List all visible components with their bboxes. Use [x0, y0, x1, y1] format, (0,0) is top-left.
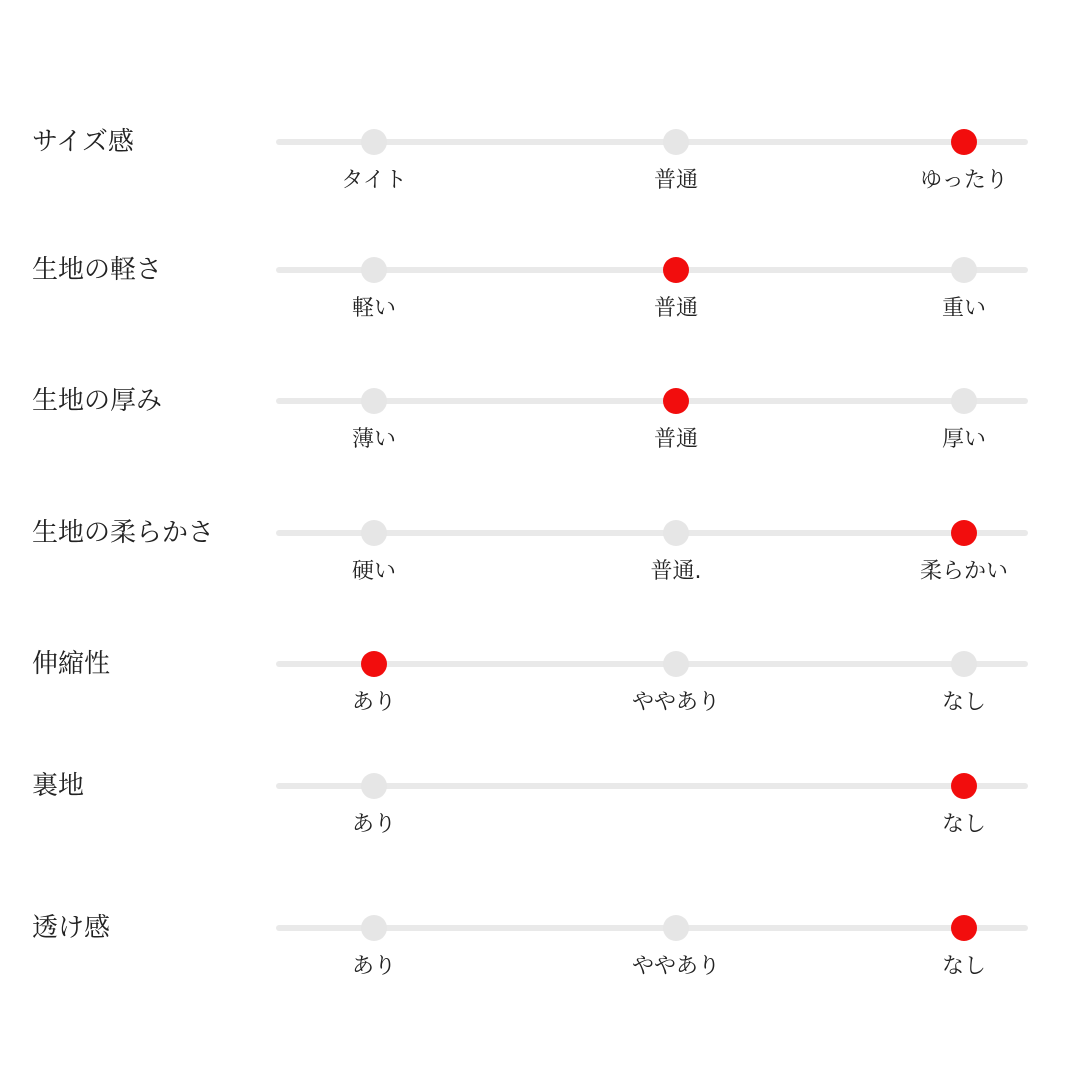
option-dot [663, 915, 689, 941]
attribute-row [0, 518, 1080, 643]
option-label: 厚い [941, 427, 986, 452]
option-label: 薄い [351, 427, 396, 452]
attribute-label: 透け感 [32, 913, 111, 943]
option-label: あり [351, 954, 396, 979]
option-dot [361, 388, 387, 414]
option-label: 普通. [650, 559, 702, 584]
option-dot [951, 651, 977, 677]
attribute-label: 裏地 [32, 771, 85, 801]
option-label: 軽い [351, 296, 396, 321]
option-dot [361, 520, 387, 546]
attribute-label: 生地の軽さ [32, 255, 163, 285]
scale-track [276, 530, 1028, 536]
option-label: 普通 [653, 296, 698, 321]
selected-dot [663, 388, 689, 414]
option-label: なし [941, 812, 986, 837]
selected-dot [951, 129, 977, 155]
option-label: なし [941, 690, 986, 715]
selected-dot [951, 520, 977, 546]
selected-dot [951, 773, 977, 799]
attribute-row [0, 649, 1080, 774]
option-label: あり [351, 812, 396, 837]
option-dot [663, 520, 689, 546]
selected-dot [663, 257, 689, 283]
option-dot [361, 915, 387, 941]
option-dot [663, 651, 689, 677]
scale-track [276, 139, 1028, 145]
attribute-label: サイズ感 [32, 127, 134, 157]
option-label: ややあり [631, 954, 720, 979]
option-dot [361, 257, 387, 283]
scale-track [276, 783, 1028, 789]
attribute-row [0, 255, 1080, 380]
option-label: ゆったり [920, 168, 1008, 193]
option-label: なし [941, 954, 986, 979]
scale-track [276, 661, 1028, 667]
selected-dot [951, 915, 977, 941]
scale-track [276, 267, 1028, 273]
attribute-label: 生地の柔らかさ [32, 518, 215, 548]
attribute-row [0, 127, 1080, 252]
option-label: タイト [341, 168, 407, 193]
option-label: 硬い [351, 559, 396, 584]
attribute-label: 伸縮性 [32, 649, 111, 679]
option-dot [663, 129, 689, 155]
attribute-row [0, 913, 1080, 1038]
scale-track [276, 925, 1028, 931]
option-label: ややあり [631, 690, 720, 715]
option-label: 重い [941, 296, 986, 321]
attribute-label: 生地の厚み [32, 386, 163, 416]
option-dot [361, 773, 387, 799]
attribute-row [0, 771, 1080, 896]
option-dot [361, 129, 387, 155]
option-label: あり [351, 690, 396, 715]
attribute-row [0, 386, 1080, 511]
scale-track [276, 398, 1028, 404]
option-label: 柔らかい [919, 559, 1008, 584]
option-dot [951, 257, 977, 283]
option-dot [951, 388, 977, 414]
option-label: 普通 [653, 168, 698, 193]
selected-dot [361, 651, 387, 677]
option-label: 普通 [653, 427, 698, 452]
